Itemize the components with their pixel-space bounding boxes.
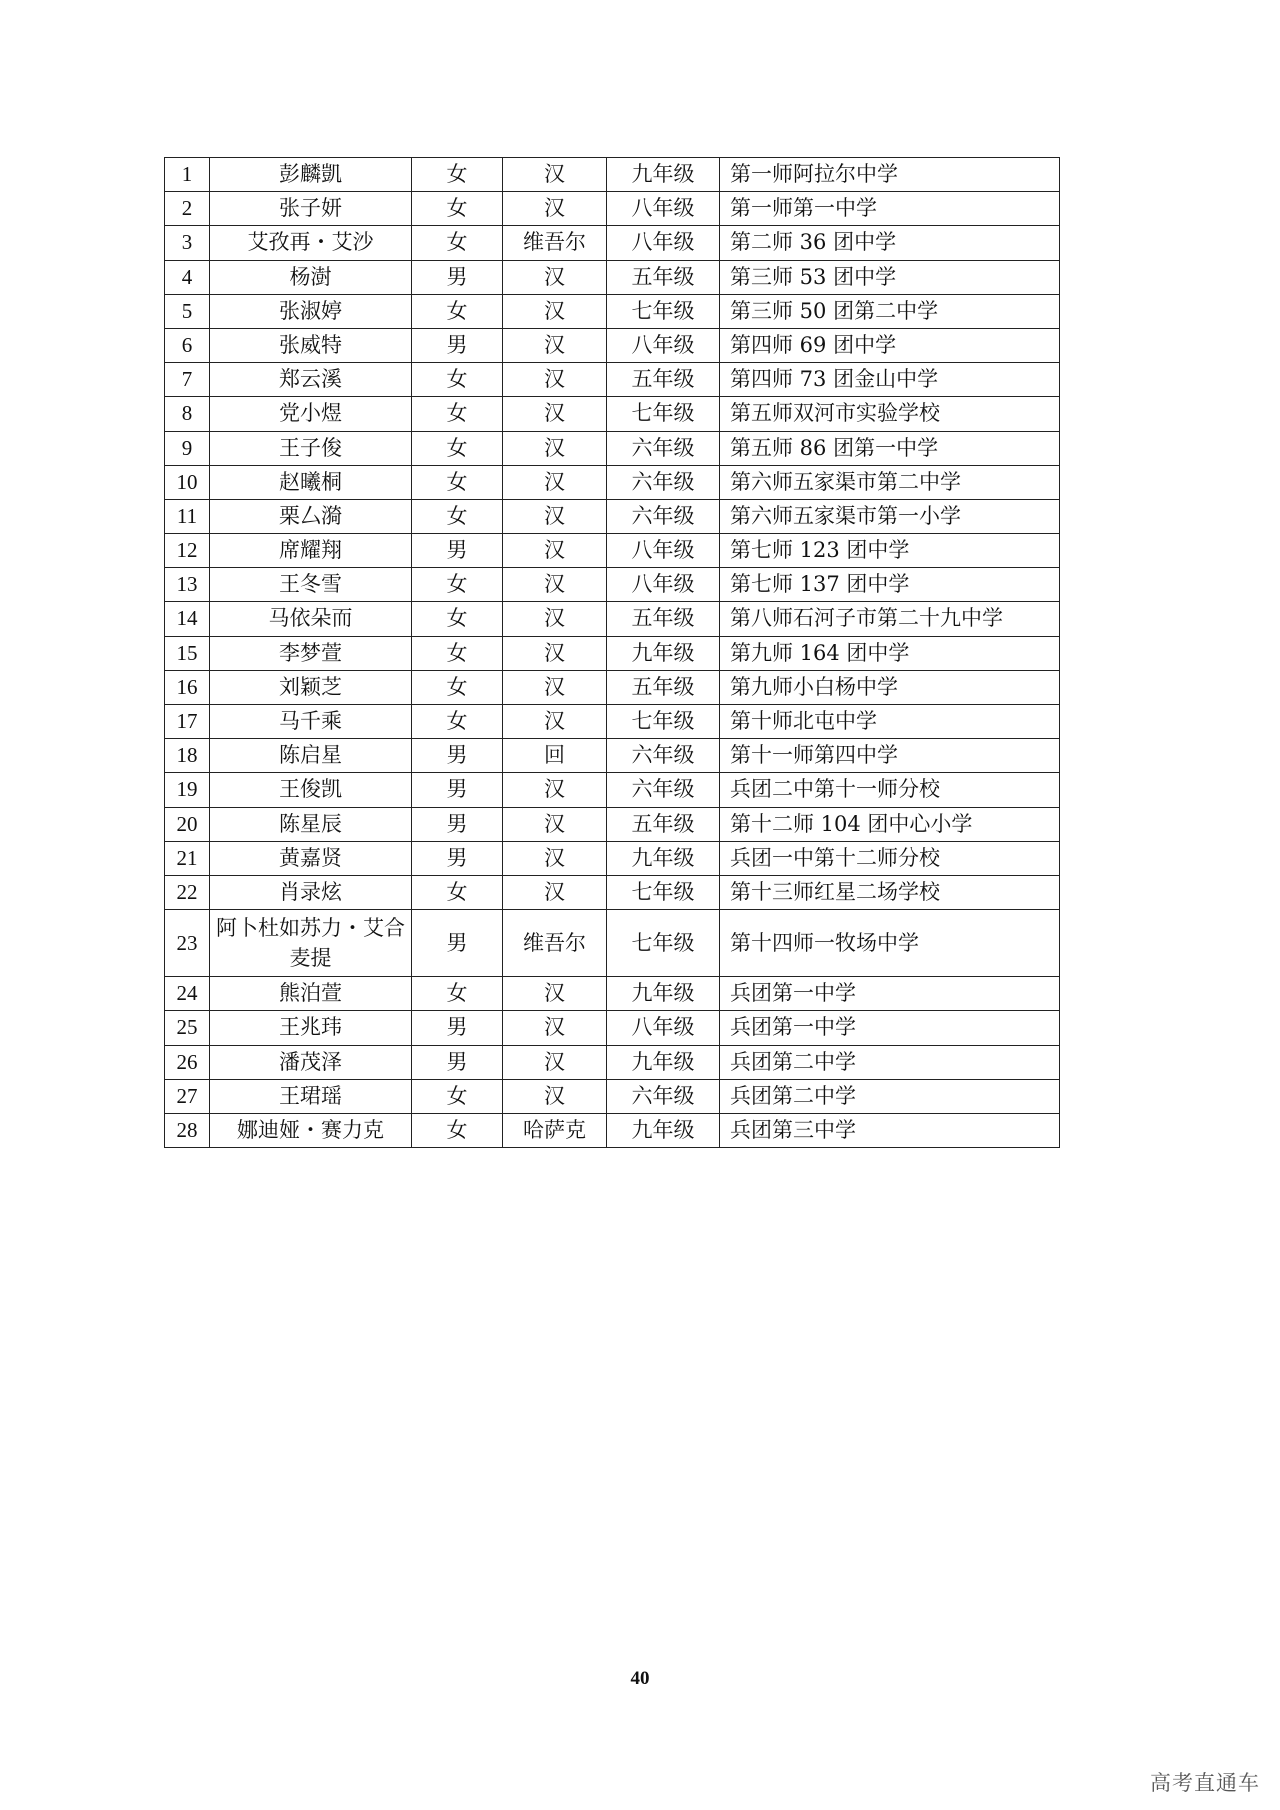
student-name: 张淑婷 [210,294,412,328]
row-number: 17 [165,705,210,739]
student-name: 党小煜 [210,397,412,431]
row-number: 16 [165,670,210,704]
student-grade: 八年级 [607,192,720,226]
table-row [165,977,1060,1011]
student-name: 王俊凯 [210,773,412,807]
table-row [165,294,1060,328]
student-gender: 男 [412,328,503,362]
student-gender: 女 [412,1113,503,1147]
table-row [165,431,1060,465]
student-school: 第一师阿拉尔中学 [720,158,1060,192]
student-school: 第九师小白杨中学 [720,670,1060,704]
student-name: 席耀翔 [210,534,412,568]
student-gender: 女 [412,294,503,328]
row-number: 11 [165,499,210,533]
student-gender: 女 [412,875,503,909]
row-number: 21 [165,841,210,875]
table-row [165,1113,1060,1147]
student-school: 第十一师第四中学 [720,739,1060,773]
student-gender: 女 [412,431,503,465]
student-ethnicity: 哈萨克 [503,1113,607,1147]
student-school: 第七师 123 团中学 [720,534,1060,568]
row-number: 22 [165,875,210,909]
table-row [165,465,1060,499]
student-grade: 七年级 [607,875,720,909]
student-grade: 九年级 [607,1113,720,1147]
student-gender: 男 [412,773,503,807]
table-row [165,192,1060,226]
student-gender: 女 [412,568,503,602]
student-grade: 九年级 [607,158,720,192]
student-grade: 七年级 [607,910,720,977]
table-row [165,739,1060,773]
row-number: 25 [165,1011,210,1045]
student-name: 艾孜再・艾沙 [210,226,412,260]
student-name: 张子妍 [210,192,412,226]
student-ethnicity: 汉 [503,294,607,328]
student-school: 兵团第三中学 [720,1113,1060,1147]
student-ethnicity: 汉 [503,875,607,909]
student-gender: 女 [412,977,503,1011]
student-grade: 六年级 [607,431,720,465]
student-school: 第七师 137 团中学 [720,568,1060,602]
student-ethnicity: 汉 [503,1011,607,1045]
row-number: 4 [165,260,210,294]
student-name: 娜迪娅・赛力克 [210,1113,412,1147]
student-name: 张威特 [210,328,412,362]
student-school: 第一师第一中学 [720,192,1060,226]
student-ethnicity: 汉 [503,158,607,192]
student-grade: 六年级 [607,1079,720,1113]
student-ethnicity: 汉 [503,397,607,431]
student-school: 第六师五家渠市第二中学 [720,465,1060,499]
student-school: 第四师 73 团金山中学 [720,363,1060,397]
student-school: 第五师 86 团第一中学 [720,431,1060,465]
student-name: 王子俊 [210,431,412,465]
student-name: 陈启星 [210,739,412,773]
student-school: 第十师北屯中学 [720,705,1060,739]
student-school: 第三师 50 团第二中学 [720,294,1060,328]
row-number: 20 [165,807,210,841]
table-row [165,636,1060,670]
student-gender: 女 [412,158,503,192]
student-gender: 女 [412,192,503,226]
student-grade: 五年级 [607,602,720,636]
student-gender: 女 [412,226,503,260]
student-grade: 七年级 [607,705,720,739]
student-grade: 九年级 [607,1045,720,1079]
student-grade: 六年级 [607,499,720,533]
student-name: 彭麟凱 [210,158,412,192]
student-grade: 八年级 [607,1011,720,1045]
student-ethnicity: 汉 [503,534,607,568]
student-ethnicity: 汉 [503,465,607,499]
table-row [165,1045,1060,1079]
student-gender: 女 [412,465,503,499]
student-grade: 七年级 [607,294,720,328]
student-grade: 八年级 [607,328,720,362]
row-number: 24 [165,977,210,1011]
watermark-text: 高考直通车 [1150,1771,1260,1795]
student-ethnicity: 汉 [503,1079,607,1113]
table-row [165,670,1060,704]
student-grade: 六年级 [607,773,720,807]
student-name: 李梦萱 [210,636,412,670]
student-grade: 九年级 [607,977,720,1011]
student-ethnicity: 汉 [503,977,607,1011]
row-number: 8 [165,397,210,431]
student-name: 栗厶漪 [210,499,412,533]
student-school: 兵团一中第十二师分校 [720,841,1060,875]
student-ethnicity: 汉 [503,705,607,739]
student-gender: 男 [412,807,503,841]
student-name: 刘颖芝 [210,670,412,704]
row-number: 10 [165,465,210,499]
table-row [165,534,1060,568]
row-number: 7 [165,363,210,397]
table-row [165,875,1060,909]
student-grade: 九年级 [607,636,720,670]
row-number: 23 [165,910,210,977]
table-row [165,910,1060,977]
table-row [165,602,1060,636]
student-name: 王兆玮 [210,1011,412,1045]
row-number: 18 [165,739,210,773]
student-grade: 九年级 [607,841,720,875]
row-number: 6 [165,328,210,362]
row-number: 26 [165,1045,210,1079]
student-grade: 六年级 [607,465,720,499]
student-gender: 男 [412,534,503,568]
student-grade: 七年级 [607,397,720,431]
student-name: 陈星辰 [210,807,412,841]
student-gender: 男 [412,260,503,294]
student-name: 赵曦桐 [210,465,412,499]
student-ethnicity: 汉 [503,363,607,397]
student-name: 王冬雪 [210,568,412,602]
row-number: 12 [165,534,210,568]
student-school: 第四师 69 团中学 [720,328,1060,362]
student-ethnicity: 维吾尔 [503,910,607,977]
student-ethnicity: 汉 [503,670,607,704]
table-row [165,328,1060,362]
student-gender: 女 [412,705,503,739]
table-row [165,705,1060,739]
student-ethnicity: 汉 [503,807,607,841]
table-row [165,773,1060,807]
student-grade: 八年级 [607,568,720,602]
student-gender: 男 [412,1045,503,1079]
student-school: 第五师双河市实验学校 [720,397,1060,431]
student-name: 熊泊萱 [210,977,412,1011]
student-name: 马依朵而 [210,602,412,636]
student-ethnicity: 汉 [503,431,607,465]
student-ethnicity: 回 [503,739,607,773]
student-ethnicity: 汉 [503,841,607,875]
row-number: 28 [165,1113,210,1147]
student-gender: 男 [412,910,503,977]
table-row [165,363,1060,397]
student-ethnicity: 汉 [503,773,607,807]
student-school: 第十四师一牧场中学 [720,910,1060,977]
student-gender: 女 [412,636,503,670]
student-grade: 五年级 [607,363,720,397]
table-row [165,1079,1060,1113]
row-number: 1 [165,158,210,192]
student-ethnicity: 汉 [503,260,607,294]
student-name: 郑云溪 [210,363,412,397]
student-name: 肖录炫 [210,875,412,909]
row-number: 5 [165,294,210,328]
student-ethnicity: 维吾尔 [503,226,607,260]
table-row [165,499,1060,533]
student-ethnicity: 汉 [503,192,607,226]
student-ethnicity: 汉 [503,602,607,636]
student-school: 兵团第二中学 [720,1045,1060,1079]
student-name: 潘茂泽 [210,1045,412,1079]
row-number: 13 [165,568,210,602]
student-school: 第十二师 104 团中心小学 [720,807,1060,841]
row-number: 2 [165,192,210,226]
row-number: 9 [165,431,210,465]
row-number: 15 [165,636,210,670]
student-name: 阿卜杜如苏力・艾合麦提 [210,910,412,977]
row-number: 19 [165,773,210,807]
student-school: 兵团第二中学 [720,1079,1060,1113]
student-grade: 五年级 [607,260,720,294]
student-name: 杨澍 [210,260,412,294]
table-row [165,807,1060,841]
student-name: 黄嘉贤 [210,841,412,875]
student-gender: 女 [412,670,503,704]
student-school: 兵团二中第十一师分校 [720,773,1060,807]
student-grade: 五年级 [607,807,720,841]
student-grade: 八年级 [607,534,720,568]
student-gender: 女 [412,397,503,431]
table-row [165,226,1060,260]
student-school: 第八师石河子市第二十九中学 [720,602,1060,636]
student-gender: 女 [412,1079,503,1113]
student-gender: 男 [412,841,503,875]
student-ethnicity: 汉 [503,499,607,533]
table-row [165,397,1060,431]
student-grade: 六年级 [607,739,720,773]
student-school: 第三师 53 团中学 [720,260,1060,294]
student-ethnicity: 汉 [503,1045,607,1079]
student-school: 第九师 164 团中学 [720,636,1060,670]
student-school: 第二师 36 团中学 [720,226,1060,260]
row-number: 3 [165,226,210,260]
student-gender: 女 [412,602,503,636]
student-ethnicity: 汉 [503,568,607,602]
student-grade: 五年级 [607,670,720,704]
table-row [165,841,1060,875]
student-ethnicity: 汉 [503,328,607,362]
student-school: 兵团第一中学 [720,1011,1060,1045]
student-name: 王珺瑶 [210,1079,412,1113]
student-school: 第十三师红星二场学校 [720,875,1060,909]
student-ethnicity: 汉 [503,636,607,670]
student-school: 第六师五家渠市第一小学 [720,499,1060,533]
table-row [165,260,1060,294]
table-row [165,1011,1060,1045]
student-gender: 女 [412,363,503,397]
student-name: 马千乘 [210,705,412,739]
row-number: 14 [165,602,210,636]
student-gender: 男 [412,739,503,773]
student-grade: 八年级 [607,226,720,260]
student-gender: 女 [412,499,503,533]
table-row [165,158,1060,192]
row-number: 27 [165,1079,210,1113]
page-number: 40 [630,1668,650,1689]
student-school: 兵团第一中学 [720,977,1060,1011]
student-roster-table [164,157,1060,1148]
roster-body [165,158,1060,1148]
table-row [165,568,1060,602]
student-gender: 男 [412,1011,503,1045]
